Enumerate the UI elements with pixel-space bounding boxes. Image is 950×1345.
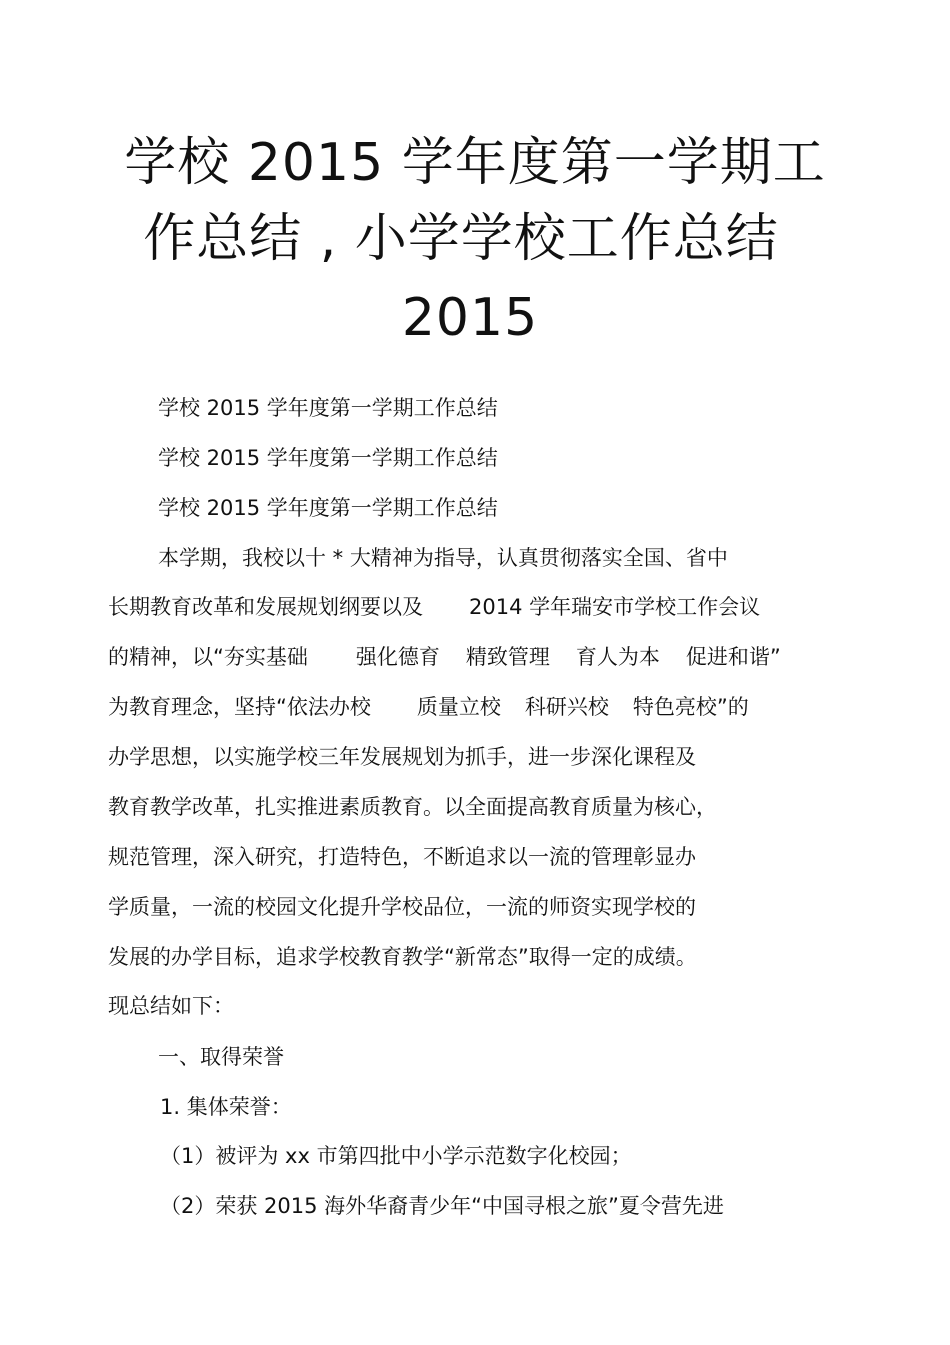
subtitle-line-2: 学校 2015 学年度第一学期工作总结 [158,446,498,470]
paragraph-segment: 长期教育改革和发展规划纲要以及 [108,595,423,619]
paragraph-segment: 2014 学年瑞安市学校工作会议 [469,595,761,619]
paragraph-segment: 科研兴校 [524,695,609,719]
subsection-heading: 1. 集体荣誉： [160,1095,292,1119]
paragraph-line: 规范管理，深入研究，打造特色，不断追求以一流的管理彰显办 [108,845,696,869]
paragraph-segment: 质量立校 [416,695,501,719]
document-title-line-3: 2015 [401,288,539,348]
paragraph-line: 发展的办学目标，追求学校教育教学“新常态”取得一定的成绩。 [108,945,697,969]
document-title-line-2: 作总结 , 小学学校工作总结 [143,209,779,269]
paragraph-line: 教育教学改革，扎实推进素质教育。以全面提高教育质量为核心， [108,795,717,819]
paragraph-line [108,592,760,622]
subtitle-line-3: 学校 2015 学年度第一学期工作总结 [158,496,498,520]
list-item: （1）被评为 xx 市第四批中小学示范数字化校园； [160,1144,632,1168]
paragraph-line: 现总结如下： [108,994,234,1018]
section-heading: 一、取得荣誉 [158,1045,284,1069]
list-item: （2）荣获 2015 海外华裔青少年“中国寻根之旅”夏令营先进 [160,1194,724,1218]
paragraph-segment: 特色亮校”的 [632,695,749,719]
paragraph-segment: 精致管理 [465,645,550,669]
subtitle-line-1: 学校 2015 学年度第一学期工作总结 [158,396,498,420]
paragraph-segment: 促进和谐” [685,645,781,669]
paragraph-line [108,642,781,672]
paragraph-line: 本学期，我校以十 * 大精神为指导，认真贯彻落实全国、省中 [158,546,728,570]
paragraph-line: 办学思想，以实施学校三年发展规划为抓手，进一步深化课程及 [108,745,696,769]
paragraph-segment: 强化德育 [355,645,440,669]
paragraph-segment: 为教育理念，坚持“依法办校 [108,695,371,719]
paragraph-segment: 育人为本 [575,645,660,669]
paragraph-segment: 的精神，以“夯实基础 [108,645,308,669]
paragraph-line [108,692,749,722]
paragraph-line: 学质量，一流的校园文化提升学校品位，一流的师资实现学校的 [108,895,696,919]
document-title-line-1: 学校 2015 学年度第一学期工 [124,133,826,193]
